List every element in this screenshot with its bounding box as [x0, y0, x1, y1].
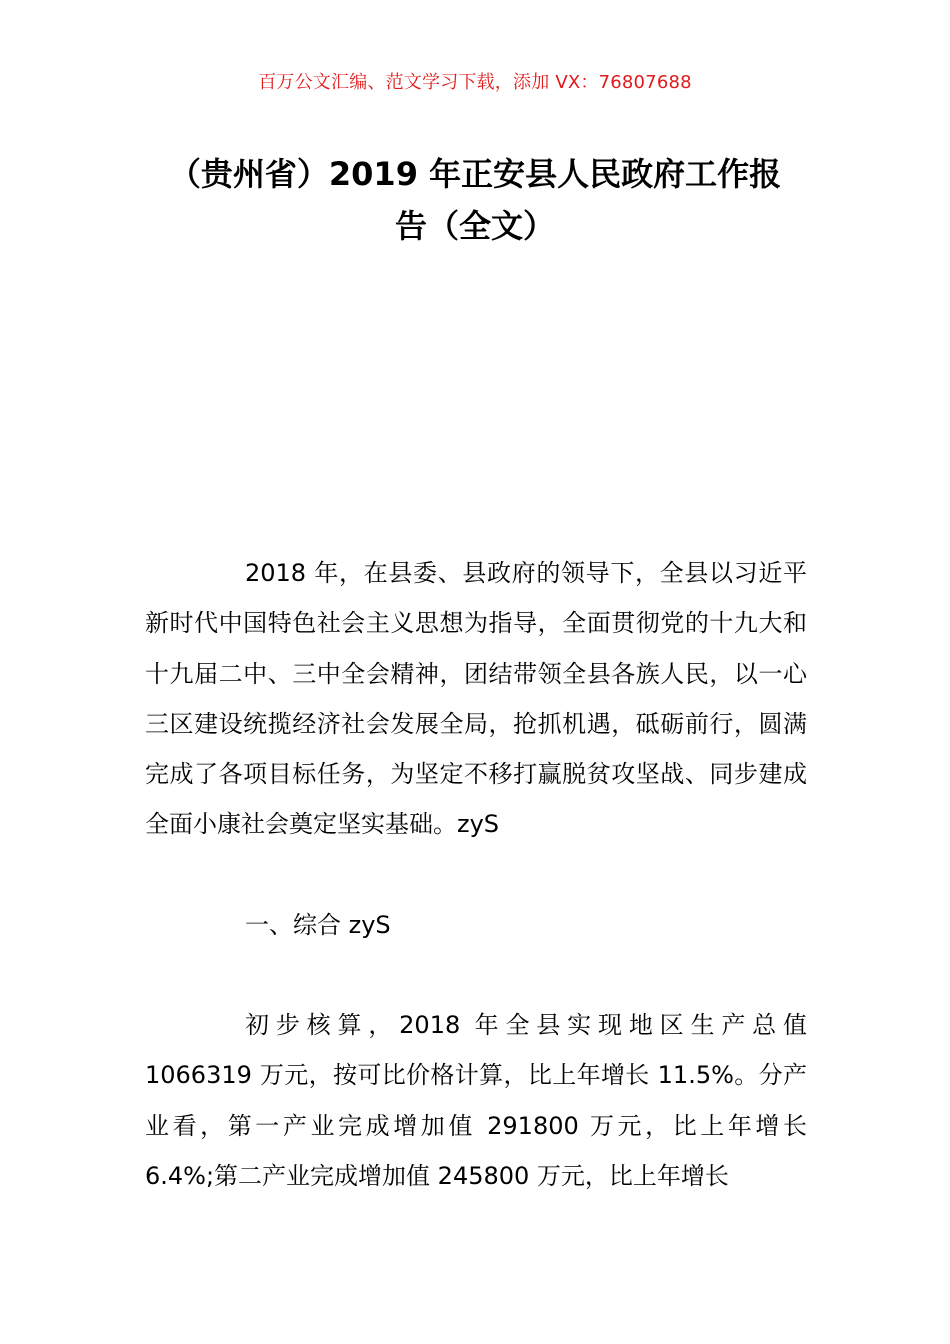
paragraph-spacer	[145, 850, 807, 900]
document-body	[145, 548, 807, 1201]
header-note: 百万公文汇编、范文学习下载，添加 VX：76807688	[258, 72, 692, 93]
paragraph-spacer	[145, 950, 807, 1000]
title-line-2: 告（全文）	[394, 207, 555, 245]
section-heading-1: 一、综合 zyS	[245, 910, 391, 939]
title-line-1: （贵州省）2019 年正安县人民政府工作报	[168, 155, 782, 193]
document-title	[140, 148, 810, 252]
paragraph-intro: 2018 年，在县委、县政府的领导下，全县以习近平新时代中国特色社会主义思想为指导，全面贯彻党的十九大和十九届二中、三中全会精神，团结带领全县各族人民，以一心三区建设统揽经济社会发展全局，抢抓机遇，砥砺前行，圆满完成了各项目标任务，为坚定不移打赢脱贫攻坚战、同步建成全面小康社会奠定坚实基础。zyS	[145, 559, 807, 839]
paragraph-gdp: 初步核算，2018 年全县实现地区生产总值 1066319 万元，按可比价格计算，比上年增长 11.5%。分产业看，第一产业完成增加值 291800 万元，比上年增长 6.4%;第二产业完成增加值 245800 万元，比上年增长	[145, 1011, 807, 1190]
